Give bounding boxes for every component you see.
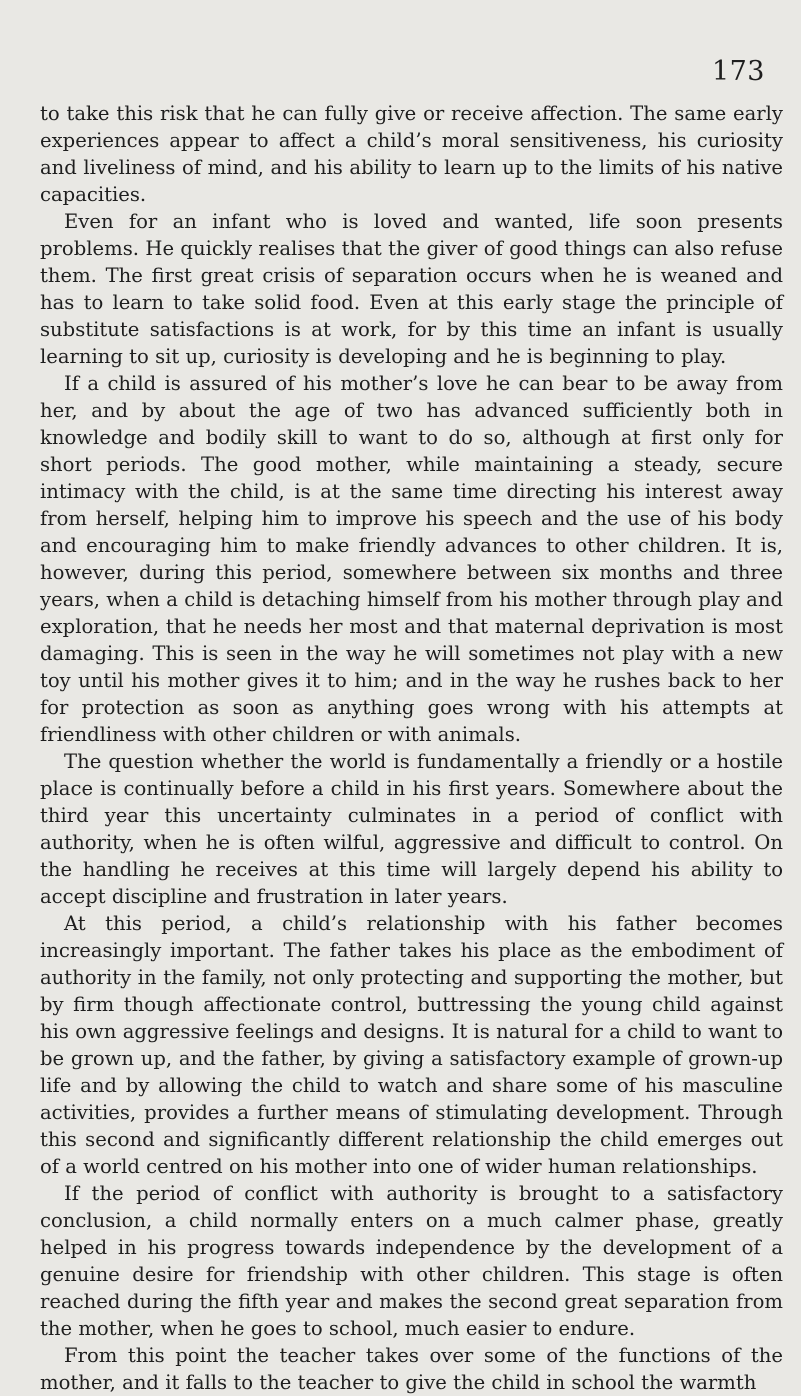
paragraph-1: to take this risk that he can fully give or receive affection. The same early experiences appear to affect a child’s moral sensitiveness, his curiosity and liveliness of mind, and his ability to learn up to the limits of his native capacities. (40, 102, 783, 206)
paragraph-3: If a child is assured of his mother’s love he can bear to be away from her, and by about the age of two has advanced sufficiently both in knowledge and bodily skill to want to do so, although at first only for short periods. The good mother, while maintaining a steady, secure intimacy with the child, is at the same time directing his interest away from herself, helping him to improve his speech and the use of his body and encouraging him to make friendly advances to other children. It is, however, during this period, somewhere between six months and three years, when a child is detaching himself from his mother through play and exploration, that he needs her most and that maternal deprivation is most damaging. This is seen in the way he will sometimes not play with a new toy until his mother gives it to him; and in the way he rushes back to her for protection as soon as anything goes wrong with his attempts at friendliness with other children or with animals. (40, 372, 783, 746)
paragraph-7: From this point the teacher takes over some of the functions of the mother, and it falls to the teacher to give the child in school the warmth (40, 1344, 783, 1394)
body-text (40, 100, 783, 1396)
paragraph-4: The question whether the world is fundamentally a friendly or a hostile place is continually before a child in his first years. Somewhere about the third year this uncertainty culminates in a period of conflict with authority, when he is often wilful, aggressive and difficult to control. On the handling he receives at this time will largely depend his ability to accept discipline and frustration in later years. (40, 750, 783, 908)
paragraph-2: Even for an infant who is loved and wanted, life soon presents problems. He quickly realises that the giver of good things can also refuse them. The first great crisis of separation occurs when he is weaned and has to learn to take solid food. Even at this early stage the principle of substitute satisfactions is at work, for by this time an infant is usually learning to sit up, curiosity is developing and he is beginning to play. (40, 210, 783, 368)
paragraph-5: At this period, a child’s relationship with his father becomes increasingly important. The father takes his place as the embodiment of authority in the family, not only protecting and supporting the mother, but by firm though affectionate control, buttressing the young child against his own aggressive feelings and designs. It is natural for a child to want to be grown up, and the father, by giving a satisfactory example of grown-up life and by allowing the child to watch and share some of his masculine activities, provides a further means of stimulating development. Through this second and significantly different relationship the child emerges out of a world centred on his mother into one of wider human relationships. (40, 912, 783, 1178)
page-number: 173 (711, 56, 765, 87)
paragraph-6: If the period of conflict with authority is brought to a satisfactory conclusion, a child normally enters on a much calmer phase, greatly helped in his progress towards independence by the development of a genuine desire for friendship with other children. This stage is often reached during the fifth year and makes the second great separation from the mother, when he goes to school, much easier to endure. (40, 1182, 783, 1340)
